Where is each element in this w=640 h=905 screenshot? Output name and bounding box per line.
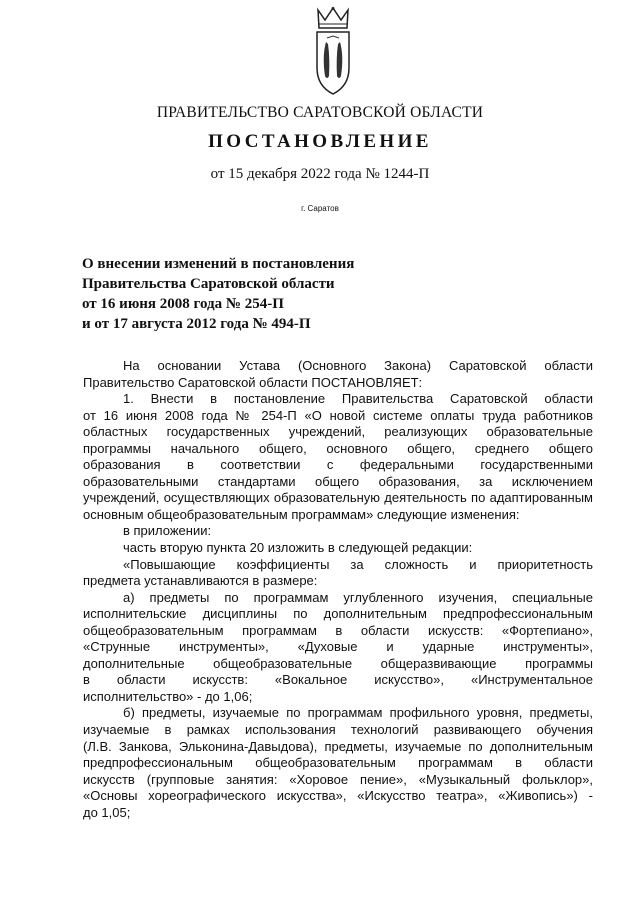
body-line: общеобразовательным программам в области искусств: «Фортепиано»,	[83, 622, 593, 638]
body-line: На основании Устава (Основного Закона) Саратовской области	[123, 358, 593, 373]
body-line: от 16 июня 2008 года № 254-П «О новой системе оплаты труда работников	[83, 407, 593, 423]
title-line: О внесении изменений в постановления	[82, 256, 355, 272]
body-line: основным общеобразовательным программам» следующие изменения:	[83, 506, 520, 522]
title-line: Правительства Саратовской области	[82, 276, 335, 292]
body-line: образования в соответствии с федеральными государственными	[83, 457, 593, 473]
title-line: от 16 июня 2008 года № 254-П	[82, 296, 284, 312]
body-line: Правительство Саратовской области ПОСТАНОВЛЯЕТ:	[83, 374, 423, 390]
body-line: областных государственных учреждений, реализующих образовательные	[83, 424, 593, 440]
body-line: исполнительские дисциплины по дополнительным предпрофессиональным	[83, 606, 593, 622]
title-line: и от 17 августа 2012 года № 494-П	[82, 316, 311, 332]
city-name: г. Саратов	[301, 204, 339, 213]
body-line: изучаемые в рамках использования технологий развивающего обучения	[83, 722, 593, 738]
body-line: в области искусств: «Вокальное искусство», «Инструментальное	[83, 672, 593, 688]
body-line: предпрофессиональным общеобразовательным программам в области	[83, 755, 593, 771]
body-line: «Повышающие коэффициенты за сложность и приоритетность	[123, 556, 593, 572]
body-line: образовательными стандартами общего образования, за исключением	[83, 473, 593, 489]
body-line: а) предметы по программам углубленного изучения, специальные	[123, 589, 593, 605]
body-line: в приложении:	[123, 523, 212, 539]
body-line: «Струнные инструменты», «Духовые и ударные инструменты»,	[83, 639, 593, 655]
body-line: дополнительные общеобразовательные общеразвивающие программы	[83, 655, 593, 671]
document-body	[83, 358, 593, 821]
body-line: учреждений, осуществляющих образовательную деятельность по адаптированным	[83, 490, 593, 506]
body-line: предмета устанавливаются в размере:	[83, 573, 318, 589]
coat-of-arms-emblem	[310, 6, 356, 98]
body-line: до 1,05;	[83, 804, 131, 820]
body-line: часть вторую пункта 20 изложить в следующей редакции:	[123, 540, 473, 556]
organization-name: ПРАВИТЕЛЬСТВО САРАТОВСКОЙ ОБЛАСТИ	[156, 104, 484, 121]
body-line: 1. Внести в постановление Правительства Саратовской области	[123, 391, 593, 407]
body-line: (Л.В. Занкова, Эльконина-Давыдова), предметы, изучаемые по дополнительным	[83, 738, 593, 754]
body-line: искусств (групповые занятия: «Хоровое пение», «Музыкальный фольклор»,	[83, 771, 593, 787]
body-line: исполнительство» - до 1,06;	[83, 688, 253, 704]
document-title	[82, 254, 442, 334]
body-line: программы начального общего, основного общего, среднего общего	[83, 440, 593, 456]
body-line: «Основы хореографического искусства», «Искусство театра», «Живопись») -	[83, 788, 593, 804]
document-date-number: от 15 декабря 2022 года № 1244-П	[210, 166, 430, 182]
document-type: ПОСТАНОВЛЕНИЕ	[208, 131, 432, 152]
body-line: б) предметы, изучаемые по программам профильного уровня, предметы,	[123, 705, 593, 721]
